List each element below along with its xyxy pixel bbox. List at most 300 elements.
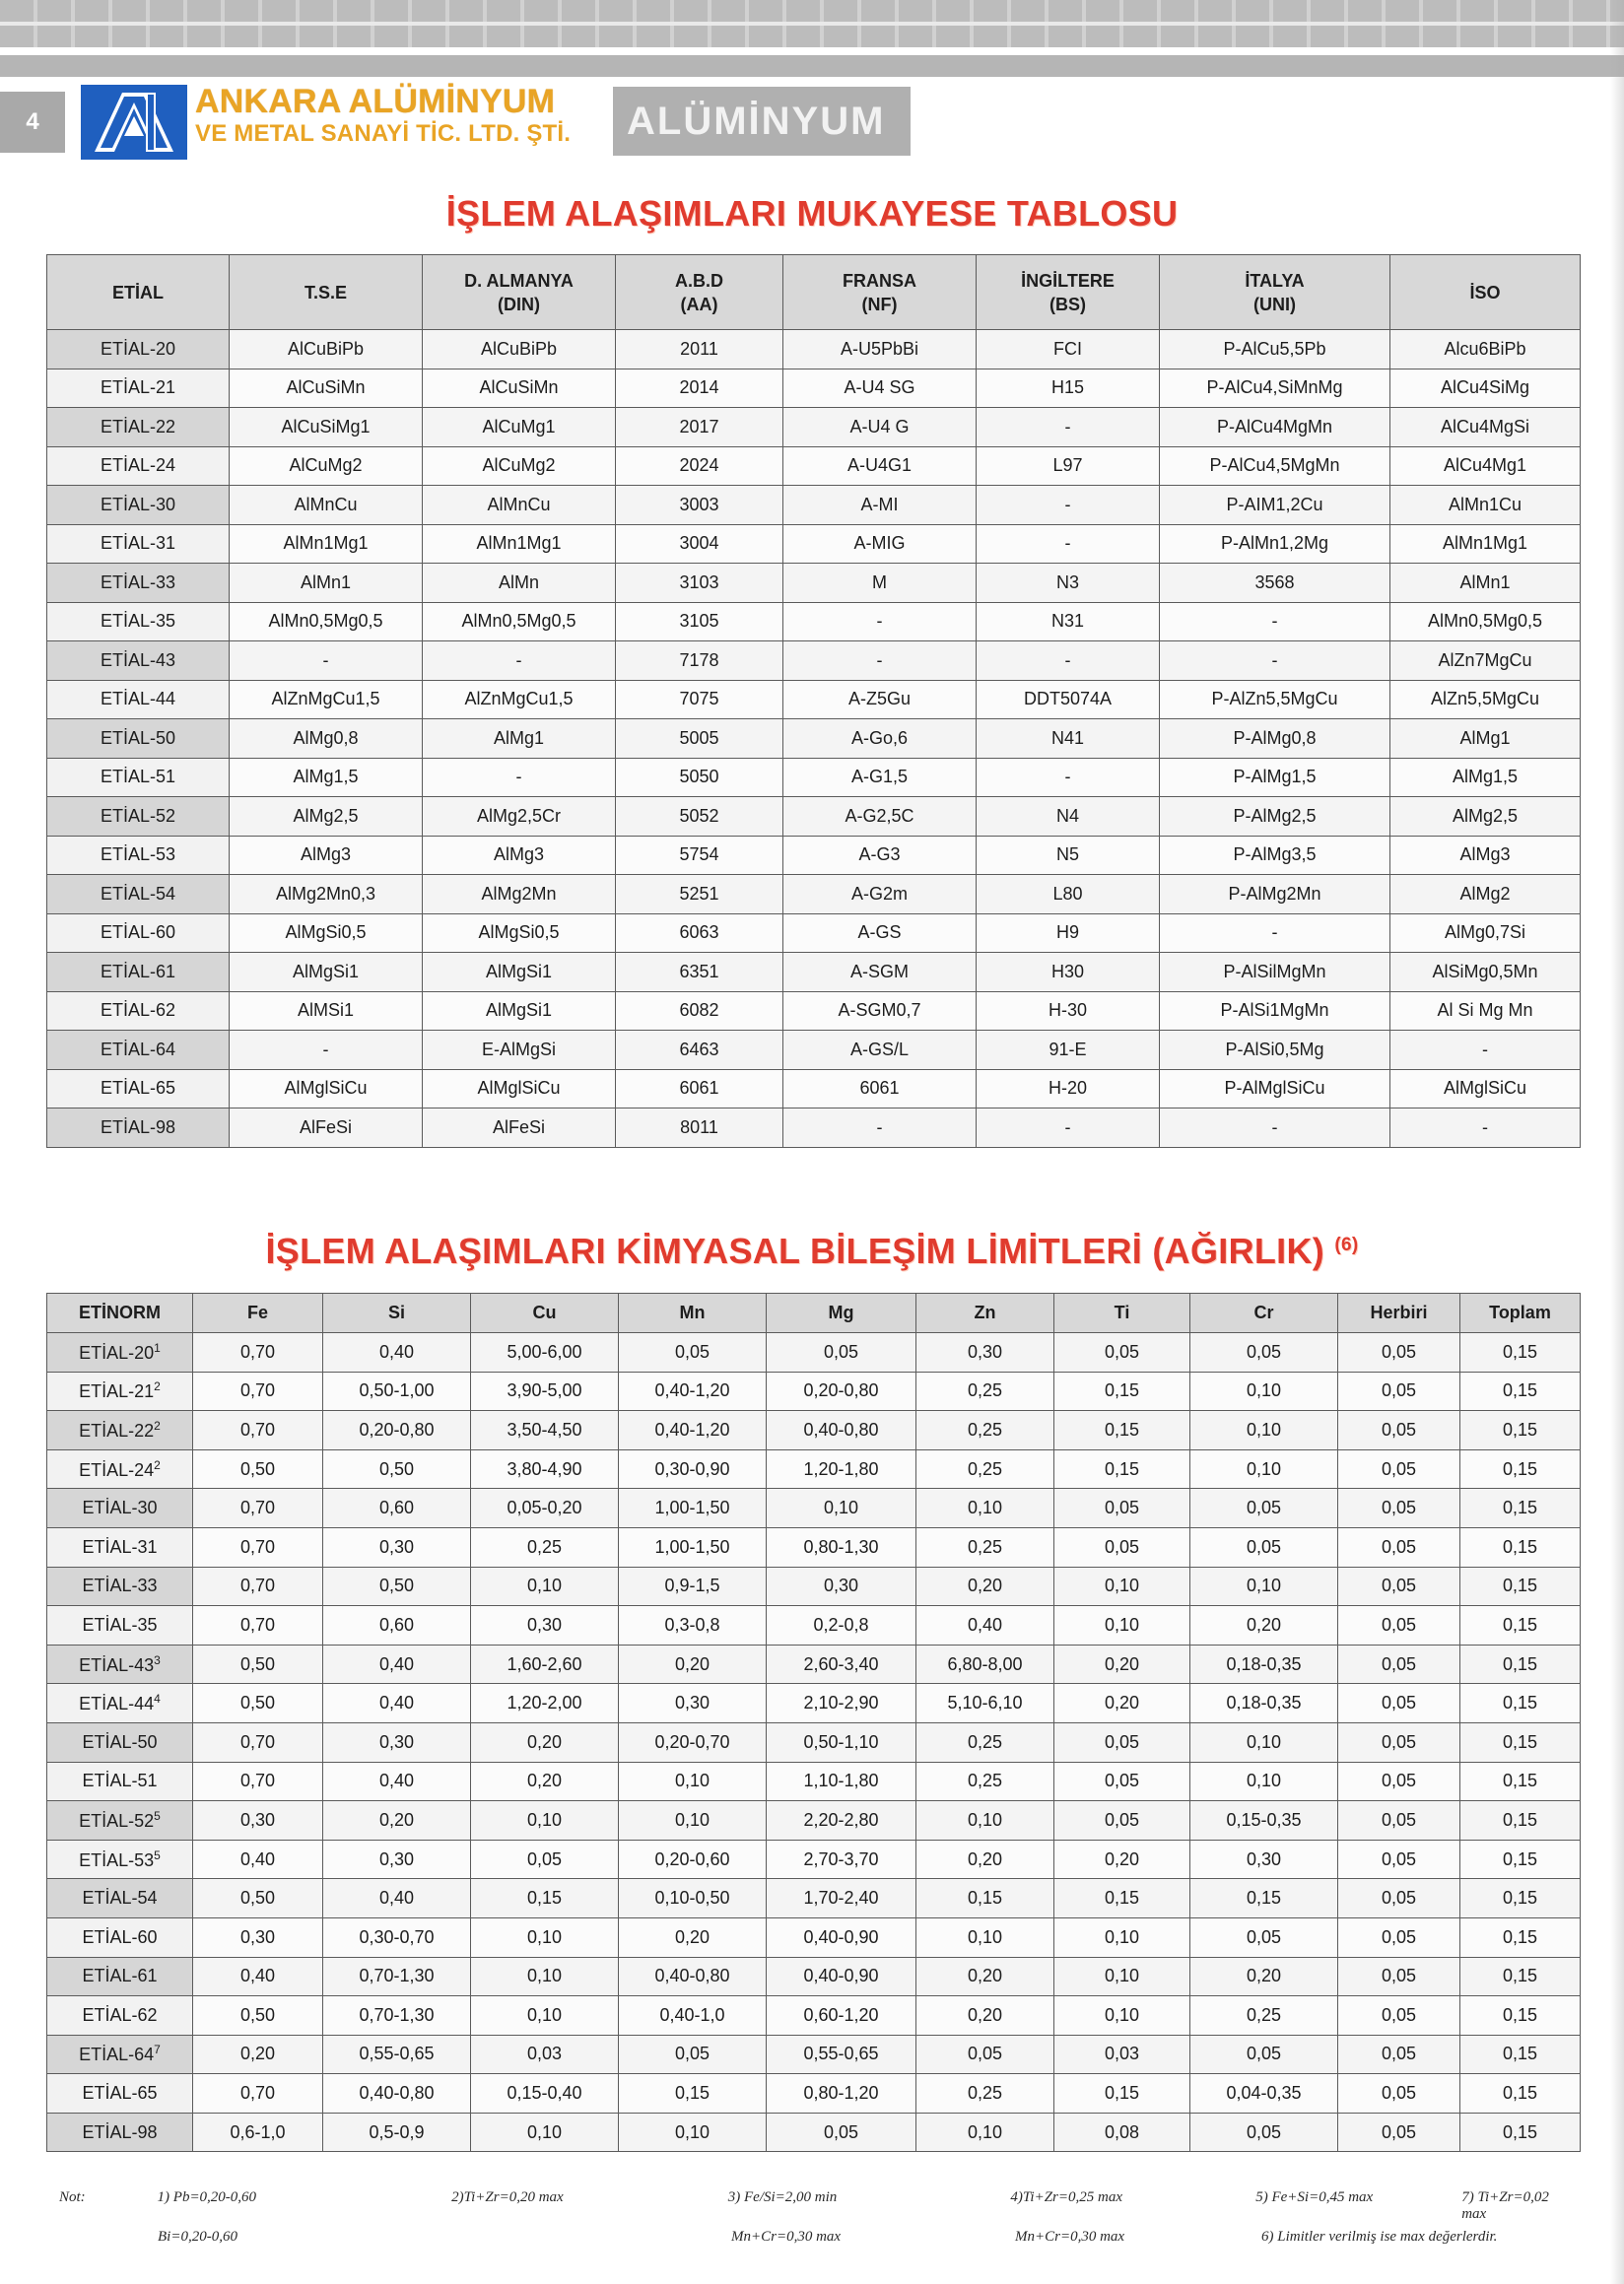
table2-cell: 1,20-2,00 [471, 1684, 619, 1723]
table1-cell: P-AlMg2Mn [1160, 875, 1390, 914]
table1-col-header-7: İSO [1390, 255, 1581, 330]
table1-cell: AlCuMg1 [423, 408, 616, 447]
footnote-ref: 7 [154, 2043, 161, 2057]
table2-cell: 0,10 [619, 2113, 767, 2152]
table-row [47, 2113, 1581, 2152]
table-row [47, 797, 1581, 837]
table2-cell: 0,05 [1338, 2113, 1460, 2152]
table2-cell: 0,03 [471, 2035, 619, 2074]
table1-cell: A-G3 [783, 836, 977, 875]
table1-cell: A-GS [783, 913, 977, 953]
alloy-name-cell: ETİAL-24 [47, 446, 230, 486]
alloy-name-cell: ETİAL-64 [47, 1031, 230, 1070]
table1-col-header-2: D. ALMANYA (DIN) [423, 255, 616, 330]
table1-cell: AlMnCu [230, 486, 423, 525]
alloy-name-cell: ETİAL-33 [47, 1567, 193, 1606]
table2-cell: 0,08 [1054, 2113, 1190, 2152]
table1-cell: 3004 [616, 524, 783, 564]
table1-cell: P-AlCu4MgMn [1160, 408, 1390, 447]
table2-cell: 0,15 [1460, 1762, 1581, 1801]
table2-cell: 0,30 [193, 1801, 323, 1841]
table1-cell: H30 [977, 953, 1160, 992]
alloy-name-cell: ETİAL-$20^1$ [47, 1333, 193, 1373]
table2-cell: 0,80-1,20 [767, 2074, 916, 2114]
table2-cell: 1,10-1,80 [767, 1762, 916, 1801]
note-4a: 4)Ti+Zr=0,25 max [1010, 2189, 1122, 2205]
table2-cell: 0,10 [1190, 1449, 1338, 1489]
table1-cell: AlMn1Mg1 [423, 524, 616, 564]
table2-cell: 1,60-2,60 [471, 1645, 619, 1684]
note-1a: 1) Pb=0,20-0,60 [157, 2189, 257, 2205]
table2-cell: 0,20-0,60 [619, 1840, 767, 1879]
table1-cell: E-AlMgSi [423, 1031, 616, 1070]
table1-cell: P-AlMg0,8 [1160, 719, 1390, 759]
table1-cell: AlMg2,5Cr [423, 797, 616, 837]
table2-cell: 0,15 [1460, 1840, 1581, 1879]
table2-cell: 0,70 [193, 1333, 323, 1373]
table2-title-text: İŞLEM ALAŞIMLARI KİMYASAL BİLEŞİM LİMİTLERİ (AĞIRLIK) [265, 1231, 1325, 1271]
table1-cell: - [1160, 913, 1390, 953]
table2-header-row [47, 1294, 1581, 1333]
brand-name-primary: ANKARA ALÜMİNYUM [195, 83, 556, 120]
table2-cell: 0,20 [1190, 1957, 1338, 1996]
table2-cell: 0,05 [1338, 1917, 1460, 1957]
table2-cell: 0,40 [193, 1840, 323, 1879]
table2-cell: 0,05 [471, 1840, 619, 1879]
note-2b-spacer [453, 2229, 731, 2246]
table2-cell: 0,15 [1054, 2074, 1190, 2114]
page-edge-shadow [1610, 0, 1624, 2284]
table2-cell: 0,20-0,70 [619, 1722, 767, 1762]
table2-cell: 0,20 [619, 1645, 767, 1684]
comparison-table [46, 254, 1581, 1148]
table2-cell: 0,30 [916, 1333, 1054, 1373]
table1-cell: AlMg1,5 [230, 758, 423, 797]
alloy-name-cell: ETİAL-98 [47, 2113, 193, 2152]
table1-cell: N3 [977, 564, 1160, 603]
table2-cell: 0,70 [193, 1722, 323, 1762]
table1-cell: P-AlSi0,5Mg [1160, 1031, 1390, 1070]
table2-cell: 0,15 [1460, 1449, 1581, 1489]
table-row [47, 2035, 1581, 2074]
table2-cell: 0,05 [1338, 1996, 1460, 2036]
alloy-name-cell: ETİAL-61 [47, 1957, 193, 1996]
table2-cell: 3,50-4,50 [471, 1411, 619, 1450]
top-gray-bar [0, 55, 1624, 77]
table2-cell: 0,20 [193, 2035, 323, 2074]
table2-cell: 0,04-0,35 [1190, 2074, 1338, 2114]
table1-cell: H9 [977, 913, 1160, 953]
table1-cell: AlMgSi1 [423, 991, 616, 1031]
table1-cell: AlMglSiCu [230, 1069, 423, 1108]
table1-cell: - [423, 758, 616, 797]
table2-cell: 0,05 [767, 2113, 916, 2152]
table-row [47, 1645, 1581, 1684]
table2-cell: 0,10 [619, 1762, 767, 1801]
alloy-name-cell: ETİAL-$43^3$ [47, 1645, 193, 1684]
table2-cell: 0,15 [471, 1879, 619, 1918]
chemical-limits-table [46, 1293, 1581, 2152]
table2-cell: 0,25 [916, 1527, 1054, 1567]
table1-cell: - [783, 1108, 977, 1148]
table2-col-header-4: Mn [619, 1294, 767, 1333]
table2-cell: 0,10 [916, 2113, 1054, 2152]
table2-cell: 2,10-2,90 [767, 1684, 916, 1723]
table2-cell: 0,25 [916, 2074, 1054, 2114]
table1-cell: AlZn7MgCu [1390, 641, 1581, 681]
table1-cell: 2014 [616, 369, 783, 408]
table2-col-header-10: Toplam [1460, 1294, 1581, 1333]
table2-col-header-9: Herbiri [1338, 1294, 1460, 1333]
table-row [47, 991, 1581, 1031]
table2-cell: 0,25 [916, 1372, 1054, 1411]
note-3b: Mn+Cr=0,30 max [731, 2229, 842, 2245]
table1-cell: AlMgSi1 [230, 953, 423, 992]
table2-cell: 0,30 [471, 1606, 619, 1646]
table1-cell: P-AlMglSiCu [1160, 1069, 1390, 1108]
table-row [47, 1840, 1581, 1879]
page-number: 4 [0, 87, 65, 158]
company-logo-icon [81, 85, 187, 160]
table1-cell: A-U4G1 [783, 446, 977, 486]
table-row [47, 953, 1581, 992]
table2-cell: 0,50 [193, 1449, 323, 1489]
table1-cell: - [230, 641, 423, 681]
table1-cell: AlFeSi [423, 1108, 616, 1148]
top-stripe-pattern [0, 0, 1624, 47]
table1-cell: AlMg2,5 [1390, 797, 1581, 837]
table1-cell: H-30 [977, 991, 1160, 1031]
table1-cell: - [1390, 1031, 1581, 1070]
table2-cell: 0,20 [916, 1840, 1054, 1879]
table2-cell: 0,50 [193, 1996, 323, 2036]
table1-cell: P-AlMg1,5 [1160, 758, 1390, 797]
table2-cell: 0,25 [916, 1449, 1054, 1489]
table-row [47, 758, 1581, 797]
table1-cell: AlCuSiMn [230, 369, 423, 408]
table1-cell: P-AlZn5,5MgCu [1160, 680, 1390, 719]
table2-cell: 0,30-0,90 [619, 1449, 767, 1489]
table1-cell: AlMn1Cu [1390, 486, 1581, 525]
alloy-name-cell: ETİAL-54 [47, 1879, 193, 1918]
table2-cell: 0,05 [1338, 1801, 1460, 1841]
table2-cell: 0,30 [323, 1527, 471, 1567]
table2-cell: 0,05 [1054, 1722, 1190, 1762]
table2-cell: 0,25 [916, 1722, 1054, 1762]
table2-cell: 0,10 [1054, 1917, 1190, 1957]
table2-cell: 6,80-8,00 [916, 1645, 1054, 1684]
table-row [47, 719, 1581, 759]
table2-cell: 0,15 [1460, 1645, 1581, 1684]
table1-cell: AlMn [423, 564, 616, 603]
table2-cell: 0,05 [1338, 1879, 1460, 1918]
table1-cell: AlMg1,5 [1390, 758, 1581, 797]
table2-cell: 0,70-1,30 [323, 1996, 471, 2036]
alloy-name-cell: ETİAL-$52^5$ [47, 1801, 193, 1841]
table-row [47, 602, 1581, 641]
table2-cell: 0,05 [619, 2035, 767, 2074]
table2-cell: 0,10 [1190, 1722, 1338, 1762]
table1-cell: 6351 [616, 953, 783, 992]
table-row [47, 564, 1581, 603]
table2-cell: 0,03 [1054, 2035, 1190, 2074]
table1-cell: - [1390, 1108, 1581, 1148]
table1-cell: - [423, 641, 616, 681]
table1-cell: AlMgSi1 [423, 953, 616, 992]
table1-cell: A-MI [783, 486, 977, 525]
table2-cell: 0,05 [1338, 1606, 1460, 1646]
table1-cell: AlMg1 [423, 719, 616, 759]
table1-cell: A-U4 SG [783, 369, 977, 408]
table1-cell: 5005 [616, 719, 783, 759]
table2-cell: 0,10 [471, 2113, 619, 2152]
table1-cell: AlMn1 [230, 564, 423, 603]
alloy-name-cell: ETİAL-$53^5$ [47, 1840, 193, 1879]
table1-cell: AlMg2,5 [230, 797, 423, 837]
table1-cell: P-AlMg2,5 [1160, 797, 1390, 837]
table1-cell: 3105 [616, 602, 783, 641]
table2-cell: 0,15-0,35 [1190, 1801, 1338, 1841]
table2-col-header-0: ETİNORM [47, 1294, 193, 1333]
table2-cell: 5,10-6,10 [916, 1684, 1054, 1723]
table2-cell: 0,20 [1190, 1606, 1338, 1646]
table2-cell: 0,20 [619, 1917, 767, 1957]
table1-cell: A-Z5Gu [783, 680, 977, 719]
table1-col-header-4: FRANSA (NF) [783, 255, 977, 330]
table1-cell: 6063 [616, 913, 783, 953]
table1-cell: - [977, 408, 1160, 447]
table1-cell: AlMg3 [423, 836, 616, 875]
table1-cell: - [1160, 1108, 1390, 1148]
table1-cell: A-G2m [783, 875, 977, 914]
table2-cell: 0,05 [1054, 1333, 1190, 1373]
table1-cell: A-Go,6 [783, 719, 977, 759]
table2-cell: 0,55-0,65 [323, 2035, 471, 2074]
alloy-name-cell: ETİAL-62 [47, 1996, 193, 2036]
table2-cell: 0,15 [1054, 1372, 1190, 1411]
table2-cell: 0,15 [1054, 1411, 1190, 1450]
table2-cell: 0,50 [193, 1645, 323, 1684]
table2-cell: 0,15 [1460, 1879, 1581, 1918]
table2-col-header-6: Zn [916, 1294, 1054, 1333]
table2-cell: 0,40 [323, 1879, 471, 1918]
table1-cell: 6061 [783, 1069, 977, 1108]
table2-cell: 0,05 [1338, 2035, 1460, 2074]
table-row [47, 408, 1581, 447]
table1-cell: AlMg2Mn0,3 [230, 875, 423, 914]
table1-cell: P-AlSilMgMn [1160, 953, 1390, 992]
table2-cell: 0,40-0,90 [767, 1957, 916, 1996]
table1-cell: 5754 [616, 836, 783, 875]
brand-text [195, 83, 571, 148]
table2-cell: 0,05 [1054, 1801, 1190, 1841]
table2-cell: 0,5-0,9 [323, 2113, 471, 2152]
table-row [47, 1917, 1581, 1957]
note-7: 7) Ti+Zr=0,02 max [1461, 2189, 1549, 2222]
table1-cell: AlZnMgCu1,5 [230, 680, 423, 719]
table1-cell: AlMg3 [1390, 836, 1581, 875]
table-row [47, 2074, 1581, 2114]
brand-name-secondary: VE METAL SANAYİ TİC. LTD. ŞTİ. [195, 120, 572, 147]
table1-cell: AlMglSiCu [1390, 1069, 1581, 1108]
table2-cell: 0,15 [916, 1879, 1054, 1918]
table2-cell: 0,05 [1054, 1762, 1190, 1801]
alloy-name-cell: ETİAL-31 [47, 1527, 193, 1567]
table1-cell: P-AlMg3,5 [1160, 836, 1390, 875]
table1-cell: AlCu4Mg1 [1390, 446, 1581, 486]
table2-cell: 0,05 [1190, 1333, 1338, 1373]
table-row [47, 1684, 1581, 1723]
table1-cell: P-AlMn1,2Mg [1160, 524, 1390, 564]
alloy-name-cell: ETİAL-$64^7$ [47, 2035, 193, 2074]
table2-cell: 0,05 [1338, 1840, 1460, 1879]
alloy-name-cell: ETİAL-50 [47, 1722, 193, 1762]
table2-cell: 0,05 [1338, 1684, 1460, 1723]
table-row [47, 1762, 1581, 1801]
table2-cell: 0,15 [1460, 2035, 1581, 2074]
table1-cell: AlCuMg2 [230, 446, 423, 486]
table2-cell: 0,40 [323, 1645, 471, 1684]
table2-cell: 0,10 [1190, 1372, 1338, 1411]
table1-cell: FCI [977, 330, 1160, 369]
table2-cell: 0,40 [323, 1333, 471, 1373]
alloy-name-cell: ETİAL-$22^2$ [47, 1411, 193, 1450]
table1-cell: AlMgSi0,5 [230, 913, 423, 953]
table2-cell: 0,05 [1190, 1527, 1338, 1567]
table2-cell: 0,15 [1054, 1449, 1190, 1489]
table2-cell: 2,70-3,70 [767, 1840, 916, 1879]
alloy-name-cell: ETİAL-31 [47, 524, 230, 564]
table2-cell: 0,05 [1338, 1372, 1460, 1411]
table1-cell: AlCuMg2 [423, 446, 616, 486]
table2-cell: 0,40-0,80 [323, 2074, 471, 2114]
table2-cell: 0,6-1,0 [193, 2113, 323, 2152]
table2-cell: 0,20-0,80 [323, 1411, 471, 1450]
note-2: 2)Ti+Zr=0,20 max [451, 2189, 564, 2205]
table2-cell: 0,15 [1460, 1722, 1581, 1762]
table2-cell: 0,15 [1460, 1996, 1581, 2036]
table1-cell: 7075 [616, 680, 783, 719]
table1-col-header-1: T.S.E [230, 255, 423, 330]
table2-col-header-2: Si [323, 1294, 471, 1333]
table1-cell: 6082 [616, 991, 783, 1031]
table2-cell: 0,10 [767, 1489, 916, 1528]
table2-body [47, 1333, 1581, 2152]
alloy-name-cell: ETİAL-53 [47, 836, 230, 875]
table2-title-superscript: (6) [1334, 1235, 1359, 1255]
table2-cell: 0,15 [1460, 1801, 1581, 1841]
table2-cell: 0,05 [1338, 1449, 1460, 1489]
table-row [47, 1957, 1581, 1996]
aluminyum-badge: ALÜMİNYUM [613, 87, 911, 156]
table2-cell: 0,15 [1460, 1333, 1581, 1373]
table2-cell: 0,10 [619, 1801, 767, 1841]
table-row [47, 524, 1581, 564]
table1-cell: AlMg0,8 [230, 719, 423, 759]
table-row [47, 1527, 1581, 1567]
table1-cell: - [977, 758, 1160, 797]
alloy-name-cell: ETİAL-60 [47, 913, 230, 953]
table2-cell: 0,10 [1190, 1567, 1338, 1606]
table2-cell: 2,20-2,80 [767, 1801, 916, 1841]
table2-col-header-8: Cr [1190, 1294, 1338, 1333]
table2-cell: 0,50 [193, 1684, 323, 1723]
table-row [47, 680, 1581, 719]
table2-cell: 0,9-1,5 [619, 1567, 767, 1606]
table2-cell: 0,15 [1460, 2074, 1581, 2114]
table1-cell: - [230, 1031, 423, 1070]
table1-cell: - [977, 524, 1160, 564]
table2-cell: 0,10 [1054, 1996, 1190, 2036]
table-row [47, 1996, 1581, 2036]
table2-cell: 0,50-1,00 [323, 1372, 471, 1411]
table2-cell: 0,05 [1054, 1489, 1190, 1528]
table2-cell: 0,40 [916, 1606, 1054, 1646]
table2-cell: 5,00-6,00 [471, 1333, 619, 1373]
table2-cell: 0,70 [193, 1606, 323, 1646]
alloy-name-cell: ETİAL-21 [47, 369, 230, 408]
table2-cell: 0,20 [916, 1567, 1054, 1606]
table-row [47, 913, 1581, 953]
table2-cell: 0,05 [1338, 1489, 1460, 1528]
table1-cell: - [783, 602, 977, 641]
table1-body [47, 330, 1581, 1148]
table2-col-header-3: Cu [471, 1294, 619, 1333]
footnote-ref: 2 [154, 1457, 161, 1472]
table2-cell: 0,05 [1338, 1722, 1460, 1762]
table2-cell: 0,50 [193, 1879, 323, 1918]
table1-cell: 91-E [977, 1031, 1160, 1070]
table-row [47, 1606, 1581, 1646]
table2-cell: 1,20-1,80 [767, 1449, 916, 1489]
table1-cell: AlSiMg0,5Mn [1390, 953, 1581, 992]
table2-cell: 0,30 [193, 1917, 323, 1957]
table1-cell: N4 [977, 797, 1160, 837]
table1-cell: P-AlSi1MgMn [1160, 991, 1390, 1031]
table1-cell: 5251 [616, 875, 783, 914]
table2-cell: 0,25 [471, 1527, 619, 1567]
table-row [47, 369, 1581, 408]
table2-cell: 0,30 [1190, 1840, 1338, 1879]
table2-cell: 1,00-1,50 [619, 1527, 767, 1567]
alloy-name-cell: ETİAL-50 [47, 719, 230, 759]
table1-cell: 2017 [616, 408, 783, 447]
table2-col-header-1: Fe [193, 1294, 323, 1333]
table2-cell: 0,55-0,65 [767, 2035, 916, 2074]
table1-cell: AlMn1 [1390, 564, 1581, 603]
table1-cell: P-AlCu4,SiMnMg [1160, 369, 1390, 408]
table1-cell: L97 [977, 446, 1160, 486]
table2-cell: 0,30 [323, 1840, 471, 1879]
table2-cell: 0,05 [1190, 2035, 1338, 2074]
table2-cell: 3,90-5,00 [471, 1372, 619, 1411]
table2-cell: 0,70 [193, 1411, 323, 1450]
table2-cell: 0,10 [471, 1917, 619, 1957]
table-row [47, 1879, 1581, 1918]
table1-cell: P-AlCu4,5MgMn [1160, 446, 1390, 486]
table-row [47, 836, 1581, 875]
table2-cell: 0,30 [619, 1684, 767, 1723]
table2-cell: 0,20 [1054, 1684, 1190, 1723]
alloy-name-cell: ETİAL-$24^2$ [47, 1449, 193, 1489]
table1-col-header-5: İNGİLTERE (BS) [977, 255, 1160, 330]
table-row [47, 641, 1581, 681]
table2-cell: 0,10 [1054, 1957, 1190, 1996]
footnote-ref: 2 [154, 1379, 161, 1394]
table2-cell: 0,10 [1190, 1411, 1338, 1450]
table1-cell: AlMg0,7Si [1390, 913, 1581, 953]
table1-cell: P-AIM1,2Cu [1160, 486, 1390, 525]
